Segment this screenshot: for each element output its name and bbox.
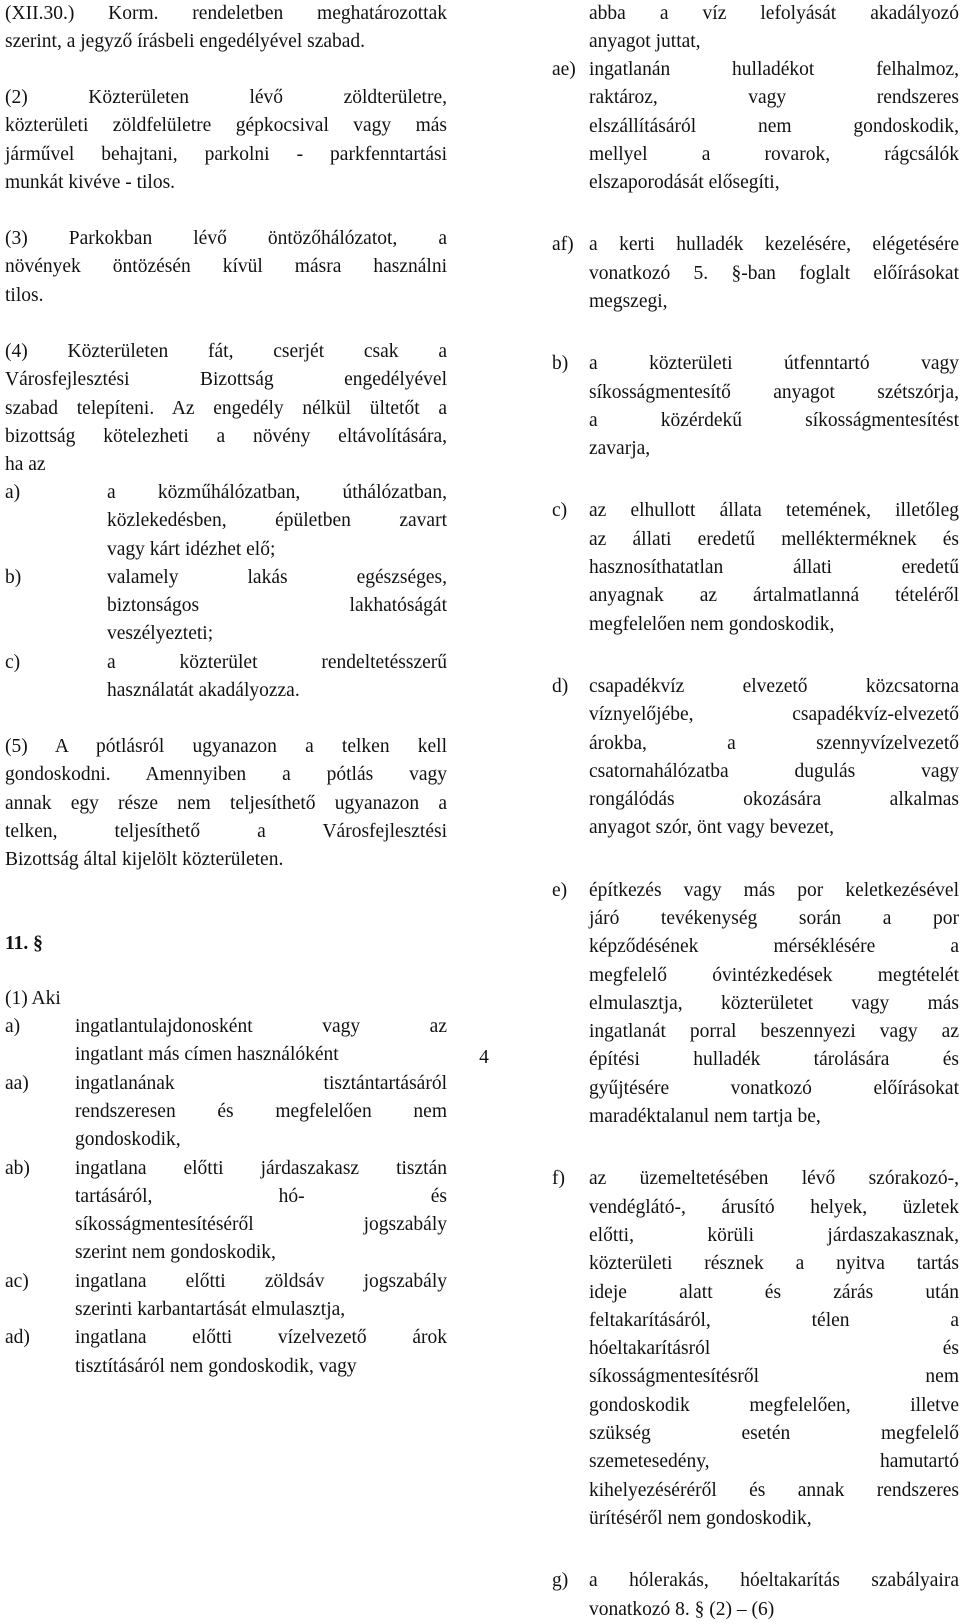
text-line: növények öntözésén kívül másra használni [5, 256, 447, 278]
text-line: telken, teljesíthető a Városfejlesztési [5, 820, 447, 842]
list-item-text [107, 649, 447, 706]
text-line: vonatkozó 5. §-ban foglalt előírásokat [589, 262, 959, 284]
list-item [552, 877, 959, 1132]
text-line: ingatlanát porral beszennyezi vagy az [589, 1021, 959, 1043]
text-line: (5) A pótlásról ugyanazon a telken kell [5, 736, 447, 757]
text-line: megfelelő óvintézkedések megtételét [589, 964, 959, 986]
text-line: közterületi résznek a nyitva tartás [589, 1253, 959, 1275]
text-line: maradéktalanul nem tartja be, [589, 1106, 821, 1128]
text-line: elszaporodását elősegíti, [589, 172, 780, 194]
list-item [552, 673, 959, 843]
text-line: szerinti karbantartását elmulasztja, [75, 1298, 346, 1320]
text-line: (XII.30.) Korm. rendeletben meghatározottak [5, 3, 447, 24]
text-line: ingatlana előtti járdaszakasz tisztán [75, 1157, 447, 1179]
text-line: raktároz, vagy rendszeres [589, 87, 959, 109]
paragraph-3 [5, 225, 447, 310]
text-line: ürítéséről nem gondoskodik, [589, 1507, 812, 1529]
text-line: az állati eredetű mellékterméknek és [589, 528, 959, 550]
text-line: tartásáról, hó- és [75, 1185, 447, 1207]
text-line: zavarja, [589, 438, 651, 460]
continuation-lines [552, 0, 959, 57]
text-line: gyűjtésére vonatkozó előírásokat [589, 1077, 959, 1099]
text-line: víznyelőjébe, csapadékvíz-elvezető [589, 704, 959, 726]
text-line: bizottság kötelezheti a növény eltávolítására, [5, 425, 447, 447]
text-line: vendéglátó-, árusító helyek, üzletek [589, 1196, 959, 1218]
text-line: ingatlana előtti zöldsáv jogszabály [75, 1270, 447, 1292]
page-number: 4 [479, 1047, 489, 1068]
list-item-text [589, 877, 959, 1132]
list-item [5, 564, 447, 649]
list-item-text [75, 1324, 447, 1381]
text-line: az elhullott állata tetemének, illetőleg [589, 500, 959, 522]
text-line: mellyel a rovarok, rágcsálók [589, 143, 959, 165]
text-line: az üzemeltetésében lévő szórakozó-, [589, 1168, 959, 1190]
text-line: síkosságmentesítésről nem [589, 1366, 959, 1388]
text-line: megszegi, [589, 291, 668, 313]
text-line: csapadékvíz elvezető közcsatorna [589, 675, 959, 697]
text-line: gondoskodni. Amennyiben a pótlás vagy [5, 764, 447, 786]
text-line: építési hulladék tárolására és [589, 1049, 959, 1071]
text-line: szemetesedény, hamutartó [589, 1451, 959, 1473]
text-line: képződésének mérséklésére a [589, 936, 959, 958]
list-item [5, 649, 447, 706]
text-line: járművel behajtani, parkolni - parkfenntartási [5, 143, 447, 165]
text-line: síkosságmentesítő anyagot szétszórja, [589, 381, 959, 403]
text-line: rendszeresen és megfelelően nem [75, 1100, 447, 1122]
text-line: járó tevékenység során a por [589, 907, 959, 929]
list-item-label: ac) [5, 1270, 29, 1292]
list-item [5, 1155, 447, 1268]
text-line: tilos. [5, 284, 44, 306]
list-item-label: b) [5, 566, 22, 588]
text-line: építkezés vagy más por keletkezésével [589, 879, 959, 901]
text-line: közterületi zöldfelületre gépkocsival vagy más [5, 115, 447, 137]
text-line: ha az [5, 454, 46, 476]
text-line: elmulasztja, közterületet vagy más [589, 992, 959, 1014]
list-item-text [107, 479, 447, 564]
list-item-text [589, 1567, 959, 1624]
list-item-text [75, 1013, 447, 1070]
list-item-label: g) [552, 1570, 569, 1592]
list-item-text [589, 350, 959, 463]
text-line: ingatlantulajdonosként vagy az [75, 1016, 447, 1037]
text-line: gondoskodik megfelelően, illetve [589, 1394, 959, 1416]
list-item [552, 1165, 959, 1533]
list-item-text [75, 1268, 447, 1325]
text-line: biztonságos lakhatóságát [107, 595, 447, 617]
text-line: ideje alatt és zárás után [589, 1281, 959, 1303]
list-item-label: c) [5, 651, 21, 673]
text-line: anyagot juttat, [589, 31, 701, 53]
list-item [5, 1268, 447, 1325]
text-line: feltakarításáról, télen a [589, 1309, 959, 1331]
section-heading: 11. § [5, 933, 43, 954]
list-item-label: a) [5, 482, 21, 503]
text-line: szerint, a jegyző írásbeli engedélyével szabad. [5, 31, 366, 53]
list-item-label: d) [552, 675, 569, 697]
list-item-text [589, 1165, 959, 1533]
list-item [552, 497, 959, 639]
text-line: abba a víz lefolyását akadályozó [589, 3, 959, 24]
text-line: (2) Közterületen lévő zöldterületre, [5, 87, 447, 108]
list-item-text [589, 497, 959, 638]
text-line: előtti, körüli járdaszakasznak, [589, 1224, 959, 1246]
text-line: ingatlana előtti vízelvezető árok [75, 1327, 447, 1349]
text-line: a hólerakás, hóeltakarítás szabályaira [589, 1570, 959, 1592]
list-item [552, 350, 959, 463]
text-line: szerint nem gondoskodik, [75, 1242, 276, 1264]
text-line: ingatlanán hulladékot felhalmoz, [589, 59, 959, 80]
list-item-text [589, 56, 959, 197]
text-line: a közműhálózatban, úthálózatban, [107, 482, 447, 503]
paragraph-5 [5, 733, 447, 874]
section-11-intro: (1) Aki [5, 988, 61, 1009]
text-line: árokba, a szennyvízelvezető [589, 732, 959, 754]
list-item-label: af) [552, 234, 574, 256]
list-item-label: ae) [552, 59, 576, 80]
text-line: (4) Közterületen fát, cserjét csak a [5, 341, 447, 362]
text-line: (3) Parkokban lévő öntözőhálózatot, a [5, 228, 447, 249]
list-item-label: b) [552, 353, 569, 375]
text-line: szükség esetén megfelelő [589, 1423, 959, 1445]
list-item-label: c) [552, 500, 568, 522]
text-line: ingatlanának tisztántartásáról [75, 1072, 447, 1094]
text-line: használatát akadályozza. [107, 680, 300, 702]
text-line: a kerti hulladék kezelésére, elégetésére [589, 234, 959, 256]
list-item-text [107, 564, 447, 649]
text-line: annak egy része nem teljesíthető ugyanazon a [5, 792, 447, 814]
text-line: megfelelően nem gondoskodik, [589, 613, 835, 635]
text-line: Városfejlesztési Bizottság engedélyével [5, 369, 447, 391]
text-line: a közterületi útfenntartó vagy [589, 353, 959, 375]
list-item [5, 479, 447, 564]
list-item [5, 1013, 447, 1070]
text-line: veszélyezteti; [107, 623, 214, 645]
list-item-label: a) [5, 1016, 21, 1037]
list-item-label: aa) [5, 1072, 29, 1094]
text-line: anyagnak az ártalmatlanná tételéről [589, 585, 959, 607]
text-line: szabad telepíteni. Az engedély nélkül ültetőt a [5, 397, 447, 419]
text-line: a közterület rendeltetésszerű [107, 651, 447, 673]
text-line: síkosságmentesítéséről jogszabály [75, 1214, 447, 1236]
text-line: elszállításáról nem gondoskodik, [589, 115, 959, 137]
list-item-label: e) [552, 879, 568, 901]
paragraph-2 [5, 84, 447, 197]
text-line: kihelyezéséréről és annak rendszeres [589, 1479, 959, 1501]
text-line: anyagot szór, önt vagy bevezet, [589, 817, 835, 839]
text-line: rongálódás okozására alkalmas [589, 789, 959, 811]
list-item-label: ad) [5, 1327, 30, 1349]
text-line: ingatlant más címen használóként [75, 1044, 339, 1066]
list-item-text [589, 673, 959, 843]
list-item-label: ab) [5, 1157, 30, 1179]
text-line: Bizottság által kijelölt közterületen. [5, 849, 284, 871]
text-line: a közérdekű síkosságmentesítést [589, 409, 959, 431]
text-line: vagy kárt idézhet elő; [107, 538, 276, 560]
list-item-label: f) [552, 1168, 565, 1190]
text-line: közlekedésben, épületben zavart [107, 510, 447, 532]
list-item [5, 1070, 447, 1155]
text-line: csatornahálózatba dugulás vagy [589, 760, 959, 782]
text-line: valamely lakás egészséges, [107, 566, 447, 588]
text-line: tisztításáról nem gondoskodik, vagy [75, 1355, 357, 1377]
text-line: vonatkozó 8. § (2) – (6) [589, 1598, 775, 1620]
list-item [5, 1324, 447, 1381]
text-line: hóeltakarításról és [589, 1338, 959, 1360]
paragraph-4 [5, 338, 447, 479]
list-item-text [75, 1155, 447, 1268]
list-item-text [589, 231, 959, 316]
list-item [552, 56, 959, 198]
list-item [552, 1567, 959, 1624]
list-item-text [75, 1070, 447, 1155]
text-line: hasznosíthatatlan állati eredetű [589, 557, 959, 579]
intro-paragraph [5, 0, 447, 57]
text-line: munkát kivéve - tilos. [5, 171, 176, 193]
text-line: gondoskodik, [75, 1129, 181, 1151]
list-item [552, 231, 959, 316]
